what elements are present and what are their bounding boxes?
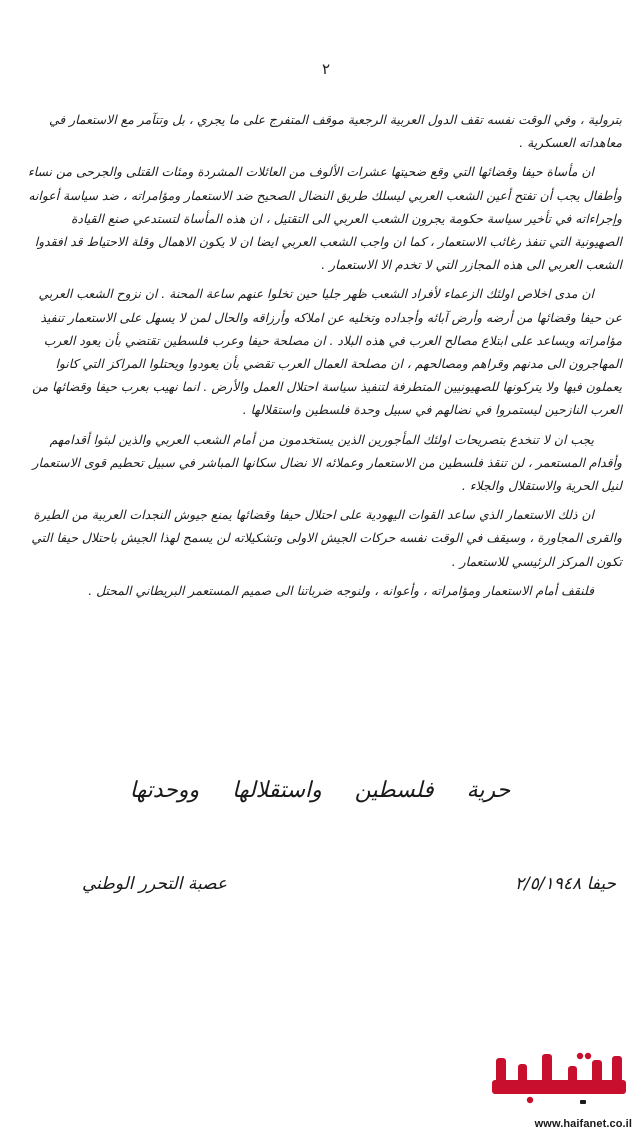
paragraph-2: ان مأساة حيفا وقضائها التي وقع ضحيتها عشرات الألوف من العائلات المشردة ومئات القتلى والجرحى من نساء وأطفال يجب أن تفتح أعين الشعب العربي ليسلك طريق النضال الصحيح ضد الاستعمار ومؤامراته ، ضد سياسة أعوانه وإجراءاته في تأخير سياسة حكومة يجرون الشعب العربي الى التقتيل ، ان هذه المأساة لتستدعي صنع القيادة الصهيونية التي تنفذ رغائب الاستعمار ، كما ان واجب الشعب العربي ايضا ان لا يكون الاهمال وقلة الاحتياط قد افقدوا الشعب العربي الى هذه المجازر التي لا تخدم الا الاستعمار . (27, 164, 622, 273)
paragraph-4: يجب ان لا تنخدع بتصريحات اولئك المأجورين الذين يستخدمون من أمام الشعب العربي والذين لبثوا أقدامهم وأقدام المستعمر ، لن تنقذ فلسطين من الاستعمار وعملائه الا نضال سكانها المباشر في سبيل تحطيم قوى الاستعمار لنيل الحرية والاستقلال والجلاء . (32, 431, 622, 494)
paragraph-1: بترولية ، وفي الوقت نفسه تقف الدول العربية الرجعية موقف المتفرج على ما يجري ، بل وتتآمر مع الاستعمار في معاهداته العسكرية . (48, 112, 622, 151)
letter-date: حيفا ٢/٥/١٩٤٨ (514, 874, 616, 894)
haifanet-logo-icon (484, 1050, 634, 1106)
watermark-url: www.haifanet.co.il (534, 1118, 632, 1130)
paragraph-3: ان مدى اخلاص اولئك الزعماء لأفراد الشعب ظهر جليا حين تخلوا عنهم ساعة المحنة . ان نزوح الشعب العربي عن حيفا وقضائها من أرضه وأرض آبائه وأجداده وتخليه عن املاكه وأرزاقه والحال لمن لا يسهل على الاستعمار تنفيذ مؤامراته ويساعد على ابتلاع مصالح العرب في هذه البلاد . ان مصلحة حيفا وعرب فلسطين تقتضي بأن يعود العرب المهاجرون الى مدنهم وقراهم ومصالحهم ، ان مصلحة العمال العرب تقضي بأن يعودوا ويحتلوا المراكز التي كانوا يعملون فيها ولا يتركونها للصهيونيين المتطرفة لتنفيذ سياسة احتلال العمل والأرض . انما نهيب بعرب حيفا وقضائها من العرب النازحين ليستمروا في نضالهم في سبيل وحدة فلسطين واستقلالها . (32, 286, 622, 418)
signature-line (16, 872, 616, 902)
page-number: ٢ (322, 60, 331, 78)
site-watermark (484, 1050, 634, 1130)
letter-body (22, 108, 622, 602)
paragraph-5: ان ذلك الاستعمار الذي ساعد القوات اليهودية على احتلال حيفا وقضائها يمنع جيوش النجدات العربية من الطيرة والقرى المجاورة ، وسيقف في الوقت نفسه حركات الجيش الاولى وتشكيلاته لن يسمح لهذا الجيش باحتلال حيفا التي تكون المركز الرئيسي للاستعمار . (31, 507, 622, 569)
signatory-name: عصبة التحرر الوطني (82, 874, 228, 894)
paragraph-6: فلنقف أمام الاستعمار ومؤامراته ، وأعوانه ، ولنوجه ضرباتنا الى صميم المستعمر البريطاني المحتل . (88, 582, 594, 598)
closing-slogan: حرية فلسطين واستقلالها ووحدتها (129, 778, 511, 803)
